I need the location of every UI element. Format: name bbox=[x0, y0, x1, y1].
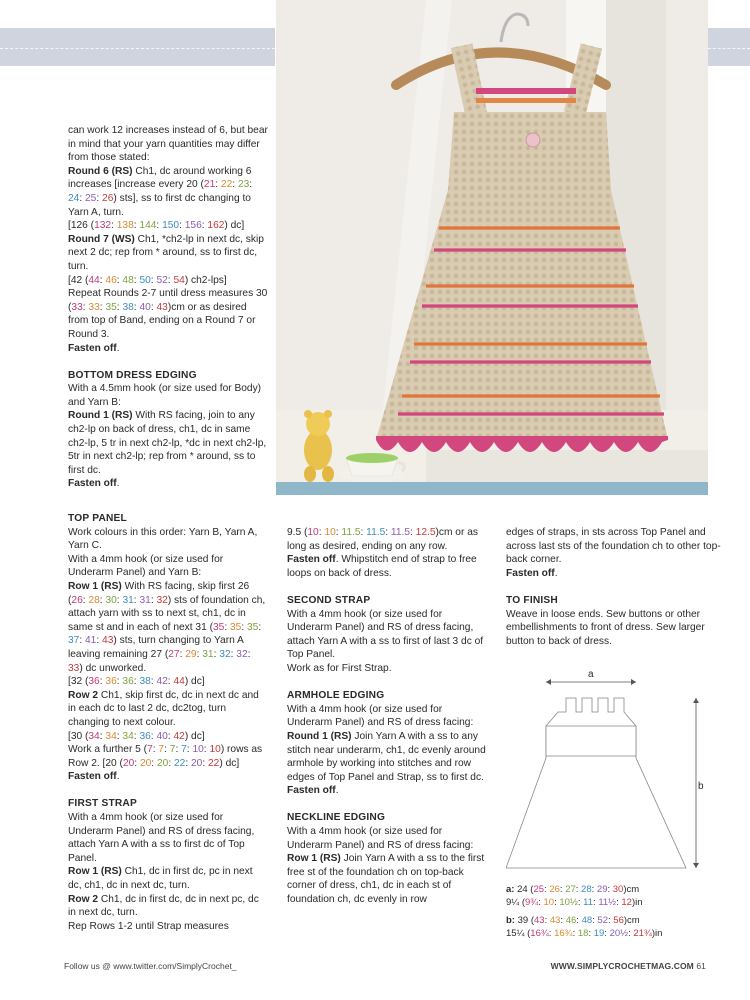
top-panel-row-1-count: [32 (36: 36: 36: 38: 42: 44) dc] bbox=[68, 676, 205, 688]
intro-text: can work 12 increases instead of 6, but bear in mind that your yarn quantities may differ from those stated: bbox=[68, 125, 268, 164]
measure-a-cm: a: 24 (25: 26: 27: 28: 29: 30)cm bbox=[506, 884, 640, 895]
page-number: 61 bbox=[696, 961, 706, 971]
second-strap-text: With a 4mm hook (or size used for Underarm Panel) and RS of dress facing, attach Yarn A with a ss to first of last 3 dc of Top Panel. bbox=[287, 608, 484, 661]
to-finish-heading: TO FINISH bbox=[506, 594, 558, 606]
second-strap-heading: SECOND STRAP bbox=[287, 594, 371, 606]
armhole-edging-round: Round 1 (RS) Join Yarn A with a ss to any stitch near underarm, ch1, dc evenly around armhole by working into stitches and row edges of Top Panel and Strap, ss to first dc. Fasten off. bbox=[287, 730, 486, 797]
dress-photo-illustration bbox=[276, 0, 708, 495]
first-strap-row-2: Row 2 Ch1, dc in first dc, dc in next pc, dc in next dc, turn. bbox=[68, 893, 259, 919]
round-6-paragraph: Round 6 (RS) Ch1, dc around working 6 increases [increase every 20 (21: 22: 23: 24: 25: 26) sts], ss to first dc changing to Yarn A, turn. bbox=[68, 165, 253, 218]
round-7-paragraph: Round 7 (WS) Ch1, *ch2-lp in next dc, skip next 2 dc; rep from * around, ss to first dc, turn. bbox=[68, 233, 264, 272]
measure-b-in: 15¼ (16¾: 16¾: 18: 19: 20½: 21¾)in bbox=[506, 927, 663, 939]
bottom-edging-hook: With a 4.5mm hook (or size used for Body) and Yarn B: bbox=[68, 383, 262, 408]
top-panel-heading: TOP PANEL bbox=[68, 513, 127, 524]
fasten-off: Fasten off. bbox=[68, 771, 120, 783]
armhole-edging-heading: ARMHOLE EDGING bbox=[287, 690, 385, 702]
fasten-off: Fasten off. bbox=[68, 342, 120, 354]
header-band-right bbox=[708, 28, 750, 66]
strap-fasten: Fasten off. Whipstitch end of strap to free loops on back of dress. bbox=[287, 554, 477, 579]
dress-photo bbox=[276, 0, 708, 495]
column-1-lower bbox=[68, 512, 268, 933]
repeat-paragraph: Repeat Rounds 2-7 until dress measures 30 (33: 33: 35: 38: 40: 43)cm or as desired from top of Band, ending on a Round 7 or Round 3. bbox=[68, 288, 268, 340]
measure-a-in: 9¼ (9¾: 10: 10½: 11: 11½: 12)in bbox=[506, 896, 643, 908]
top-panel-hook: With a 4mm hook (or size used for Underarm Panel) and Yarn B: bbox=[68, 553, 224, 579]
neckline-edging-row: Row 1 (RS) Join Yarn A with a ss to the first free st of the foundation ch on top-back corner of dress, ch1, dc in each st of foundation ch, dc evenly in row bbox=[287, 853, 485, 906]
round-7-count: [42 (44: 46: 48: 50: 52: 54) ch2-lps] bbox=[68, 274, 227, 286]
second-strap-work: Work as for First Strap. bbox=[287, 662, 392, 674]
top-panel-row-2: Row 2 Ch1, skip first dc, dc in next dc and in each dc to last 2 dc, dc2tog, turn changing to next colour. bbox=[68, 689, 259, 728]
armhole-edging-text: With a 4mm hook (or size used for Underarm Panel) and RS of dress facing: bbox=[287, 703, 474, 729]
measurements bbox=[506, 884, 728, 940]
strap-length: 9.5 (10: 10: 11.5: 11.5: 11.5: 12.5)cm or as long as desired, ending on any row. bbox=[287, 527, 478, 552]
dress-schematic-drawing bbox=[506, 668, 728, 878]
column-1-upper bbox=[68, 124, 268, 491]
neckline-edging-text: With a 4mm hook (or size used for Underarm Panel) and RS of dress facing: bbox=[287, 826, 474, 851]
to-finish-text: Weave in loose ends. Sew buttons or other embellishments to front of dress. Sew larger button to back of dress. bbox=[506, 608, 705, 647]
bottom-edging-round: Round 1 (RS) With RS facing, join to any ch2-lp on back of dress, ch1, dc in same ch2-lp, 5 tr in next ch2-lp, *dc in next ch2-lp, 5tr in next ch2-lp; rep from * around, ss to first dc. bbox=[68, 410, 267, 476]
bottom-dress-edging-heading: BOTTOM DRESS EDGING bbox=[68, 369, 197, 381]
top-panel-further: Work a further 5 (7: 7: 7: 7: 10: 10) rows as Row 2. [20 (20: 20: 20: 22: 20: 22) dc] bbox=[68, 744, 263, 769]
dress-schematic bbox=[506, 668, 728, 878]
header-band-left bbox=[0, 28, 275, 66]
neckline-edging-heading: NECKLINE EDGING bbox=[287, 812, 386, 824]
top-panel-row-1: Row 1 (RS) With RS facing, skip first 26 (26: 28: 30: 31: 31: 32) sts of foundation ch, attach yarn with ss to next st, ch1, dc in same st and in each of next 31 (35: 35: 35: 37: 41: 43) sts, turn changing to Yarn A leaving remaining 27 (27: 29: 31: 32: 32: 33) dc unworked. bbox=[68, 580, 266, 674]
first-strap-row-1: Row 1 (RS) Ch1, dc in first dc, pc in next dc, ch1, dc in next dc, turn. bbox=[68, 866, 253, 892]
fasten-off: Fasten off. bbox=[68, 478, 120, 490]
footer-twitter[interactable]: Follow us @ www.twitter.com/SimplyCrochet_ bbox=[64, 961, 237, 971]
top-panel-row-2-count: [30 (34: 34: 34: 36: 40: 42) dc] bbox=[68, 730, 205, 742]
fasten-off: Fasten off. bbox=[506, 567, 558, 579]
first-strap-heading: FIRST STRAP bbox=[68, 798, 137, 810]
column-3 bbox=[506, 526, 728, 648]
neckline-continued: edges of straps, in sts across Top Panel and across last sts of the foundation ch to other top-back corner. bbox=[506, 527, 721, 566]
first-strap-text: With a 4mm hook (or size used for Underarm Panel) and RS of dress facing, attach Yarn A with a ss to first dc of Top Panel. bbox=[68, 812, 255, 864]
footer-site[interactable]: WWW.SIMPLYCROCHETMAG.COM 61 bbox=[550, 961, 706, 971]
first-strap-repeat: Rep Rows 1-2 until Strap measures bbox=[68, 920, 229, 932]
label-a: a bbox=[588, 669, 594, 680]
label-b: b bbox=[698, 781, 704, 792]
round-6-count: [126 (132: 138: 144: 150: 156: 162) dc] bbox=[68, 220, 245, 232]
top-panel-colours: Work colours in this order: Yarn B, Yarn A, Yarn C. bbox=[68, 526, 258, 552]
column-2 bbox=[287, 526, 487, 907]
measure-b-cm: b: 39 (43: 43: 46: 48: 52: 56)cm bbox=[506, 915, 640, 926]
